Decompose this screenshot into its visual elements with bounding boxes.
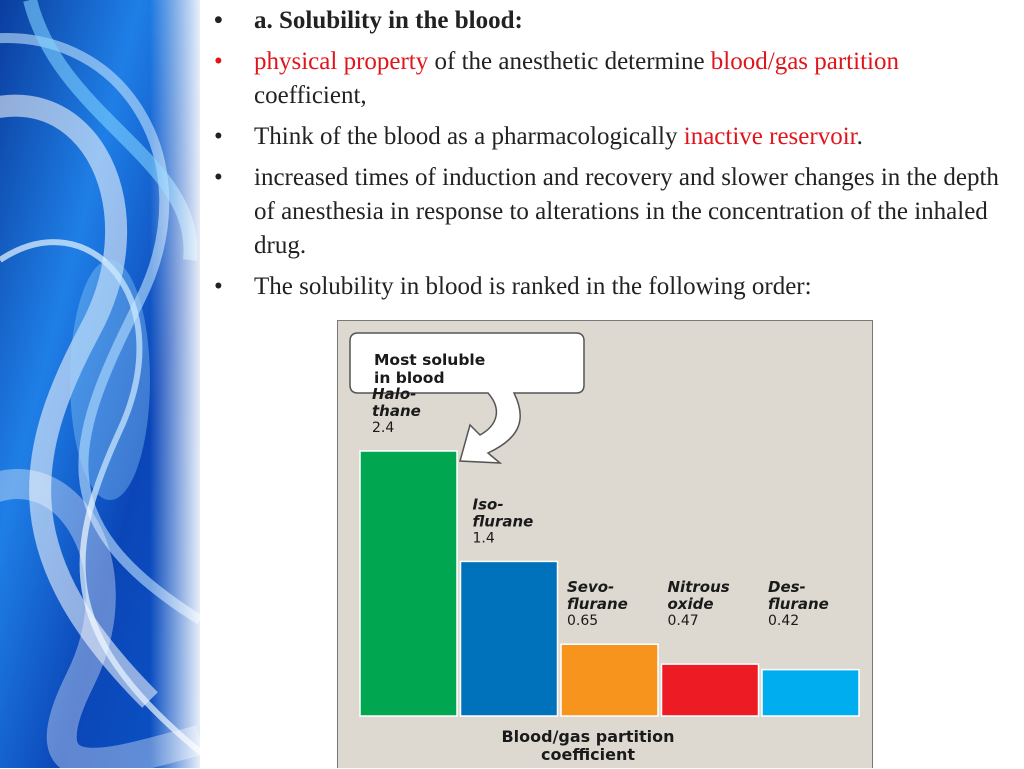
- category-label-line1: Des-: [768, 578, 806, 597]
- bar-0: [360, 451, 457, 716]
- bullet-text: The solubility in blood is ranked in the following order:: [254, 273, 812, 300]
- x-axis-label-line1: Blood/gas partition: [501, 727, 675, 746]
- bullet-item: [212, 120, 1012, 154]
- category-label-line1: Nitrous: [667, 578, 730, 597]
- category-label-line2: oxide: [667, 595, 714, 614]
- bar-3: [662, 664, 759, 716]
- bullet-text: coefficient,: [254, 82, 367, 109]
- bullet-dot: •: [214, 123, 223, 150]
- bullet-text: a. Solubility in the blood:: [254, 7, 523, 34]
- x-axis-label-line2: coefficient: [540, 745, 636, 764]
- value-label: 0.65: [567, 613, 599, 630]
- category-label-line2: thane: [372, 402, 421, 420]
- bar-1: [461, 561, 558, 716]
- bullet-dot: •: [214, 273, 223, 300]
- bullet-item: [212, 45, 1012, 113]
- bullet-text: of the anesthetic determine: [428, 48, 711, 75]
- value-label: 1.4: [472, 530, 495, 547]
- bullet-dot: •: [214, 164, 223, 191]
- decorative-swirl-background: [0, 0, 200, 768]
- category-label-line2: flurane: [567, 595, 628, 614]
- bullet-dot: •: [214, 48, 223, 75]
- category-label-line2: flurane: [472, 512, 534, 531]
- bullet-text: .: [856, 123, 863, 150]
- highlight-text: blood/gas partition: [710, 48, 899, 75]
- bullet-dot: •: [214, 7, 223, 34]
- value-label: 0.42: [768, 613, 800, 630]
- category-label-line2: flurane: [768, 595, 829, 614]
- bar-2: [561, 644, 658, 716]
- bar-chart: [338, 321, 874, 769]
- callout-line1: Most soluble: [374, 351, 486, 369]
- highlight-text: inactive reservoir: [683, 123, 857, 150]
- bullet-list: [212, 4, 1012, 311]
- highlight-text: physical property: [254, 48, 429, 75]
- category-label-line1: Halo-: [372, 385, 417, 403]
- value-label: 2.4: [372, 420, 395, 436]
- bullet-text: Think of the blood as a pharmacologically: [254, 123, 684, 150]
- value-label: 0.47: [667, 613, 699, 630]
- callout-line2: in blood: [374, 369, 445, 387]
- bullet-item: [212, 4, 1012, 38]
- bullet-item: [212, 161, 1012, 263]
- bar-4: [762, 670, 859, 716]
- bullet-text: increased times of induction and recovery and slower changes in the depth of anesthesia in response to alterations in the concentration of the inhaled drug.: [254, 164, 999, 259]
- bullet-item: [212, 270, 1012, 304]
- solubility-chart-figure: [337, 320, 873, 768]
- category-label-line1: Sevo-: [567, 578, 615, 597]
- category-label-line1: Iso-: [472, 495, 504, 514]
